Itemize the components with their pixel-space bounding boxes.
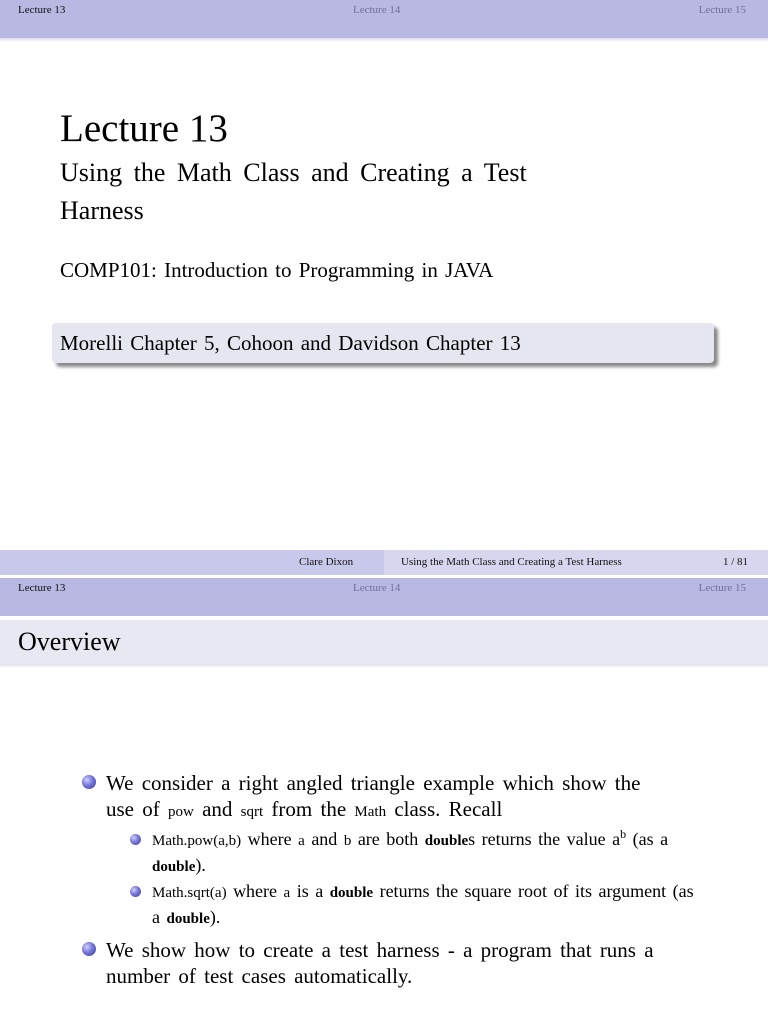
footer-author: Clare Dixon: [299, 556, 354, 568]
frame-title: Overview: [18, 627, 121, 656]
code-math-sqrt: Math.sqrt(a): [152, 885, 227, 901]
footer-bar: [0, 550, 768, 575]
overview-slide: [0, 578, 768, 1024]
reading-box: [52, 323, 714, 363]
footer-page-number: 1 / 81: [722, 556, 748, 568]
frame-title-shadow: [0, 664, 768, 668]
nav-lecture-14[interactable]: Lecture 14: [353, 4, 401, 16]
code-sqrt: sqrt: [240, 804, 264, 820]
nav-shadow: [0, 38, 768, 42]
nav-bar: [0, 578, 768, 616]
code-math: Math: [354, 804, 387, 820]
reading-text: Morelli Chapter 5, Cohoon and Davidson Chapter 13: [60, 331, 521, 355]
nav-lecture-14[interactable]: Lecture 14: [353, 582, 401, 594]
bullet-icon: [82, 775, 96, 789]
course-name: COMP101: Introduction to Programming in JAVA: [60, 258, 494, 282]
sub-bullet-pow: Math.pow(a,b) where a and b are both doubles returns the value $a^b$ (as a double).: [152, 827, 669, 875]
bullet-icon: [82, 942, 96, 956]
sub-bullet-icon: [130, 834, 141, 845]
code-pow: pow: [168, 804, 194, 820]
code-math-pow: Math.pow(a,b): [152, 833, 242, 849]
nav-lecture-15[interactable]: Lecture 15: [698, 4, 746, 16]
lecture-subtitle: Using the Math Class and Creating a Test Harness: [60, 158, 527, 225]
footer-title: Using the Math Class and Creating a Test Harness: [401, 556, 622, 568]
bullet-math-example: We consider a right angled triangle example which show the use of pow and sqrt from the Math class. Recall: [106, 771, 641, 821]
nav-lecture-13[interactable]: Lecture 13: [18, 4, 66, 16]
nav-bar: [0, 0, 768, 38]
nav-lecture-13[interactable]: Lecture 13: [18, 582, 66, 594]
bullet-test-harness: We show how to create a test harness - a program that runs a number of test cases automatically.: [106, 938, 654, 988]
lecture-title: Lecture 13: [60, 107, 228, 150]
sub-bullet-icon: [130, 886, 141, 897]
sub-bullet-sqrt: Math.sqrt(a) where a is a double returns the square root of its argument (as a double).: [152, 881, 694, 927]
nav-lecture-15[interactable]: Lecture 15: [698, 582, 746, 594]
frame-title-bar: [0, 620, 768, 664]
